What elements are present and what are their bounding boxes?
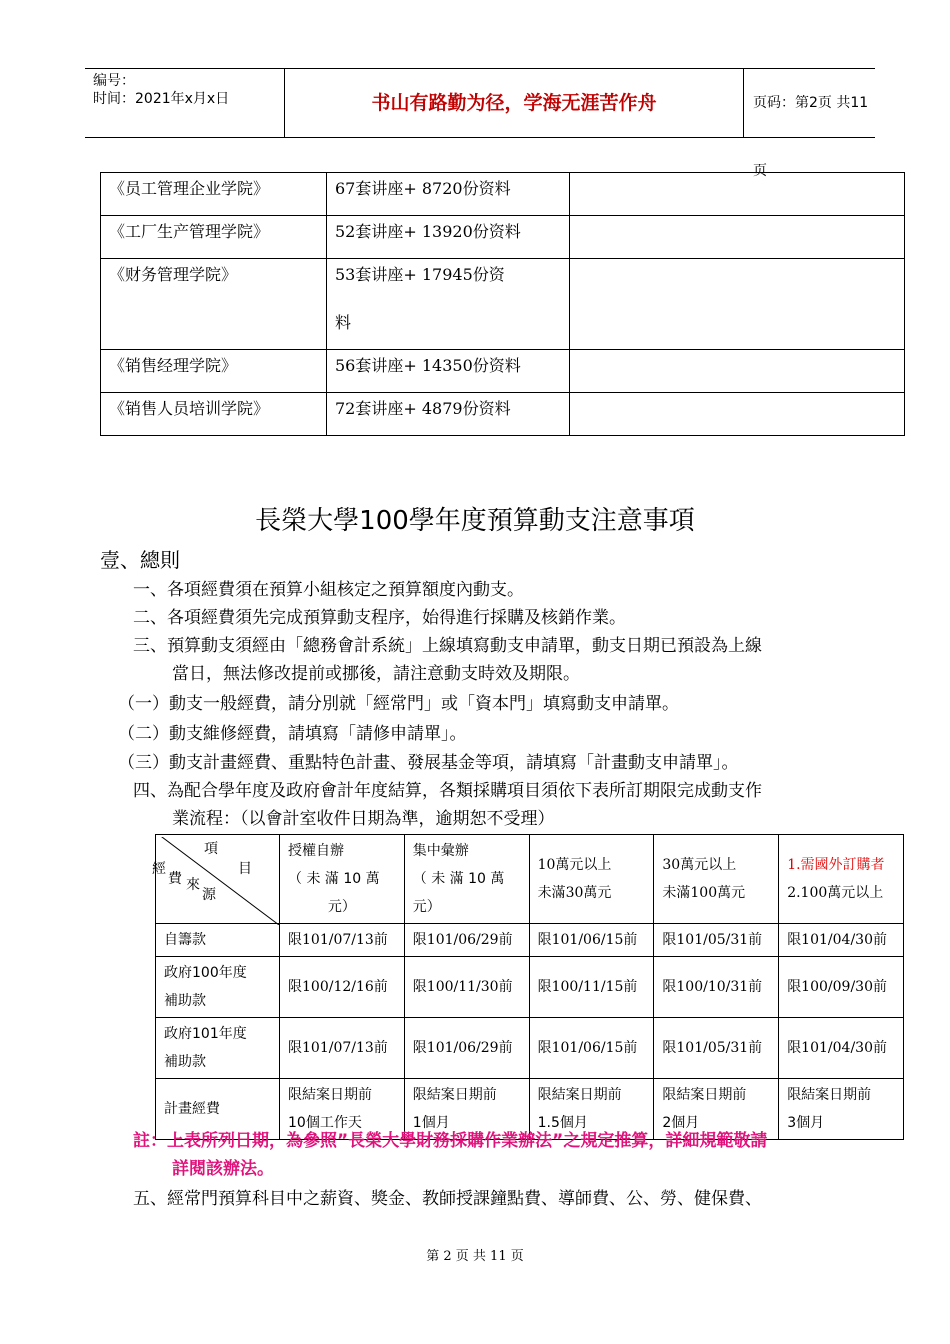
deadline-cell: 限101/06/15前 (529, 924, 654, 957)
deadline-cell: 限101/04/30前 (779, 924, 904, 957)
row-label: 計畫經費 (156, 1079, 280, 1140)
paragraph: 五、經常門預算科目中之薪資、獎金、教師授課鐘點費、導師費、公、勞、健保費、 (133, 1189, 762, 1209)
course-extra (570, 259, 905, 350)
diagonal-header (152, 837, 279, 921)
table-row (156, 924, 904, 957)
table-row (156, 957, 904, 1018)
deadline-line: 1個月 (412, 1115, 450, 1131)
course-content: 67套讲座+ 8720份资料 (327, 173, 570, 216)
row-label-line: 補助款 (164, 993, 206, 1009)
deadline-cell: 限101/04/30前 (779, 1018, 904, 1079)
row-label (156, 957, 280, 1018)
header-number: 编号： (93, 73, 135, 89)
paragraph: 三、預算動支須經由「總務會計系統」上線填寫動支申請單，動支日期已預設為上線 (133, 636, 762, 656)
table-row (156, 1018, 904, 1079)
row-label: 自籌款 (156, 924, 280, 957)
row-label-line: 政府100年度 (164, 965, 247, 981)
deadline-cell: 限101/07/13前 (280, 1018, 405, 1079)
corner-header (152, 835, 280, 924)
deadline-cell: 限101/06/15前 (529, 1018, 654, 1079)
column-header (654, 835, 779, 924)
column-header (404, 835, 529, 924)
course-content-line: 53套讲座+ 17945份资 (335, 265, 505, 284)
paragraph: 業流程：（以會計室收件日期為準，逾期恕不受理） (172, 809, 555, 829)
deadline-line: 限結案日期前 (787, 1087, 872, 1103)
table-row (101, 393, 905, 436)
table-note: 詳閱該辦法。 (172, 1159, 274, 1179)
deadline-cell: 限100/10/31前 (654, 957, 779, 1018)
course-name: 《财务管理学院》 (101, 259, 327, 350)
course-name: 《销售经理学院》 (101, 350, 327, 393)
course-name: 《销售人员培训学院》 (101, 393, 327, 436)
row-label-line: 補助款 (164, 1054, 206, 1070)
course-content (327, 259, 570, 350)
header-time: 时间：2021年x月x日 (93, 91, 230, 107)
header-line: 元） (327, 899, 356, 915)
budget-deadline-table (152, 834, 904, 1140)
deadline-line: 限結案日期前 (412, 1087, 497, 1103)
table-row (101, 173, 905, 216)
table-row (101, 350, 905, 393)
table-row (101, 259, 905, 350)
table-header-row (156, 835, 904, 924)
course-content: 72套讲座+ 4879份资料 (327, 393, 570, 436)
header-line: 未滿30萬元 (537, 885, 612, 901)
deadline-cell: 限101/05/31前 (654, 1018, 779, 1079)
corner-source-label: 經 (152, 861, 166, 877)
page-footer: 第 2 页 共 11 页 (426, 1249, 524, 1264)
course-extra (570, 173, 905, 216)
course-list-table (100, 172, 905, 436)
paragraph: 二、各項經費須先完成預算動支程序，始得進行採購及核銷作業。 (133, 608, 626, 628)
header-line: 元） (412, 899, 441, 915)
header-line: （ 未 滿 10 萬 (288, 871, 380, 887)
deadline-line: 1.5個月 (537, 1115, 588, 1131)
column-header (280, 835, 405, 924)
section-heading: 壹、總則 (100, 548, 180, 572)
deadline-line: 限結案日期前 (537, 1087, 622, 1103)
row-label-line: 政府101年度 (164, 1026, 247, 1042)
deadline-cell: 限100/11/15前 (529, 957, 654, 1018)
sub-paragraph: （二）動支維修經費，請填寫「請修申請單」。 (118, 724, 467, 744)
deadline-line: 限結案日期前 (662, 1087, 747, 1103)
course-name: 《员工管理企业学院》 (101, 173, 327, 216)
deadline-cell: 限100/11/30前 (404, 957, 529, 1018)
paragraph: 一、各項經費須在預算小組核定之預算額度內動支。 (133, 580, 524, 600)
deadline-cell: 限101/05/31前 (654, 924, 779, 957)
column-header (529, 835, 654, 924)
deadline-cell: 限100/09/30前 (779, 957, 904, 1018)
document-title: 長榮大學100學年度預算動支注意事項 (255, 506, 695, 536)
deadline-line: 10個工作天 (288, 1115, 362, 1131)
header-line: 集中彙辦 (412, 843, 469, 859)
header-line: 授權自辦 (288, 843, 344, 859)
course-extra (570, 393, 905, 436)
page-header (85, 68, 875, 179)
header-page: 页码：第2页 共11页 (753, 95, 869, 179)
sub-paragraph: （一）動支一般經費，請分別就「經常門」或「資本門」填寫動支申請單。 (118, 694, 679, 714)
course-content: 52套讲座+ 13920份资料 (327, 216, 570, 259)
table-note: 註：上表所列日期，為參照”長榮大學財務採購作業辦法”之規定推算，詳細規範敬請 (133, 1131, 768, 1151)
corner-item-label: 目 (238, 861, 252, 877)
corner-source-label: 來 (186, 877, 200, 893)
course-content-line: 料 (335, 313, 352, 332)
sub-paragraph: （三）動支計畫經費、重點特色計畫、發展基金等項，請填寫「計畫動支申請單」。 (118, 753, 739, 773)
course-extra (570, 216, 905, 259)
corner-source-label: 源 (202, 887, 216, 903)
course-content: 56套讲座+ 14350份资料 (327, 350, 570, 393)
deadline-cell (779, 1079, 904, 1140)
course-extra (570, 350, 905, 393)
header-line: 2.100萬元以上 (787, 885, 884, 901)
header-line: 1.需國外訂購者 (787, 857, 885, 873)
corner-item-label: 項 (204, 841, 218, 857)
header-line: 10萬元以上 (537, 857, 612, 873)
corner-source-label: 費 (168, 871, 182, 887)
deadline-cell: 限101/07/13前 (280, 924, 405, 957)
column-header (779, 835, 904, 924)
deadline-line: 限結案日期前 (288, 1087, 372, 1103)
header-meta (85, 69, 285, 137)
table-row (101, 216, 905, 259)
deadline-cell: 限100/12/16前 (280, 957, 405, 1018)
header-line: 未滿100萬元 (662, 885, 746, 901)
paragraph: 當日，無法修改提前或挪後，請注意動支時效及期限。 (172, 664, 580, 684)
header-motto: 书山有路勤为径，学海无涯苦作舟 (285, 69, 744, 137)
course-name: 《工厂生产管理学院》 (101, 216, 327, 259)
paragraph: 四、為配合學年度及政府會計年度結算，各類採購項目須依下表所訂期限完成動支作 (133, 781, 762, 801)
deadline-line: 2個月 (662, 1115, 700, 1131)
header-line: （ 未 滿 10 萬 (412, 871, 505, 887)
deadline-line: 3個月 (787, 1115, 825, 1131)
header-line: 30萬元以上 (662, 857, 737, 873)
row-label (156, 1018, 280, 1079)
deadline-cell: 限101/06/29前 (404, 1018, 529, 1079)
deadline-cell: 限101/06/29前 (404, 924, 529, 957)
